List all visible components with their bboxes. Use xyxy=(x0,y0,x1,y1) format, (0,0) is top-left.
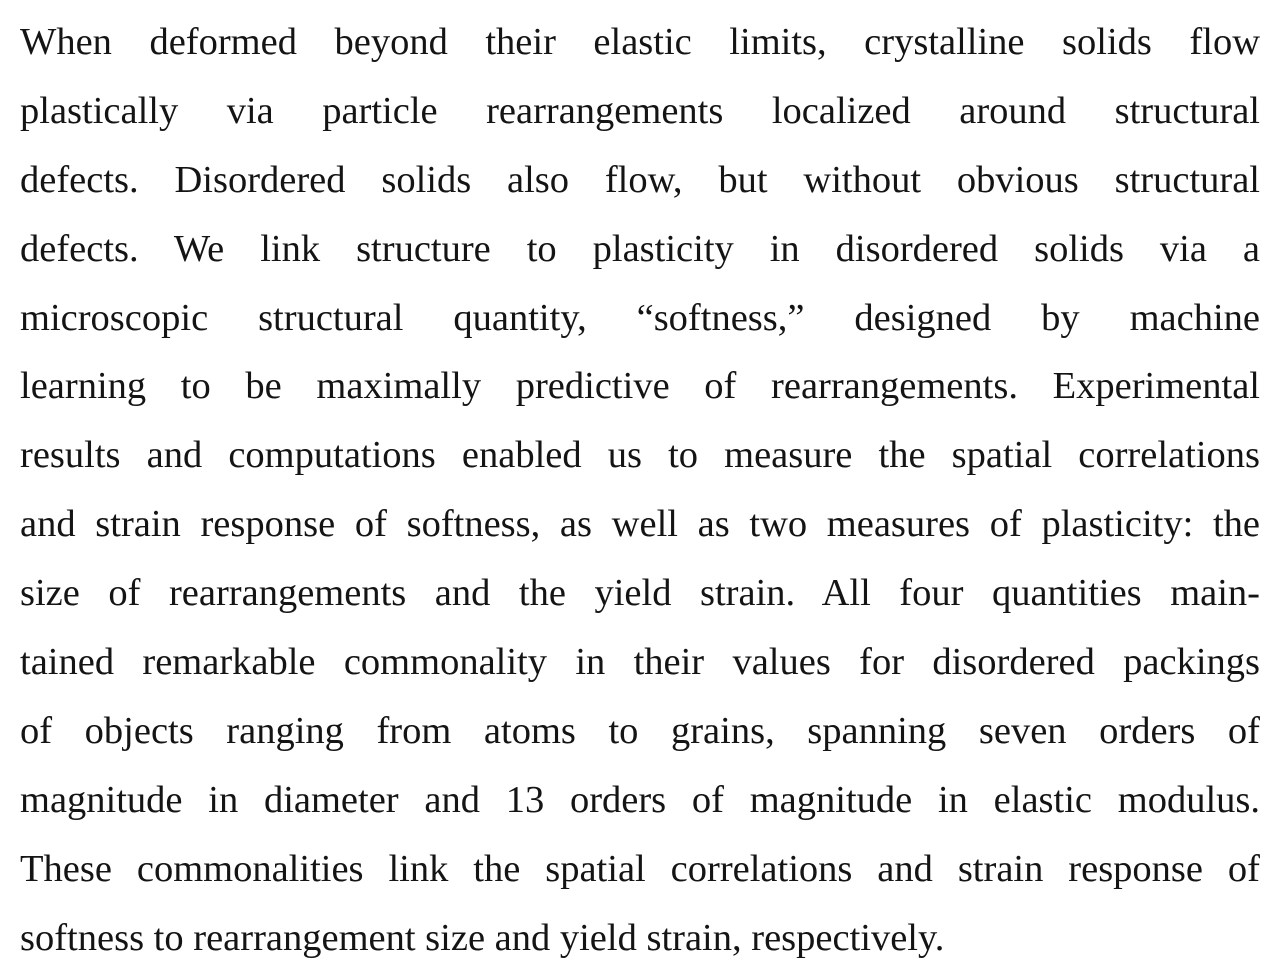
text-line: magnitude in diameter and 13 orders of magnitude in elastic modulus. xyxy=(20,778,1260,821)
text-line: tained remarkable commonality in their values for disordered packings xyxy=(20,641,1260,684)
abstract-paragraph xyxy=(20,8,1260,972)
text-line: microscopic structural quantity, “softness,” designed by machine xyxy=(20,296,1260,339)
text-line: size of rearrangements and the yield strain. All four quantities main- xyxy=(20,572,1260,615)
text-line: of objects ranging from atoms to grains, spanning seven orders of xyxy=(20,709,1260,752)
text-line: and strain response of softness, as well as two measures of plasticity: the xyxy=(20,503,1260,546)
text-line: When deformed beyond their elastic limits, crystalline solids flow xyxy=(20,21,1260,63)
text-line: plastically via particle rearrangements localized around structural xyxy=(20,89,1260,132)
text-line: These commonalities link the spatial correlations and strain response of xyxy=(20,847,1260,890)
text-line: defects. We link structure to plasticity in disordered solids via a xyxy=(20,227,1260,270)
text-line: learning to be maximally predictive of rearrangements. Experimental xyxy=(20,365,1260,408)
text-line: results and computations enabled us to measure the spatial correlations xyxy=(20,434,1260,477)
text-line: defects. Disordered solids also flow, but without obvious structural xyxy=(20,158,1260,201)
text-line: softness to rearrangement size and yield strain, respectively. xyxy=(20,916,945,959)
